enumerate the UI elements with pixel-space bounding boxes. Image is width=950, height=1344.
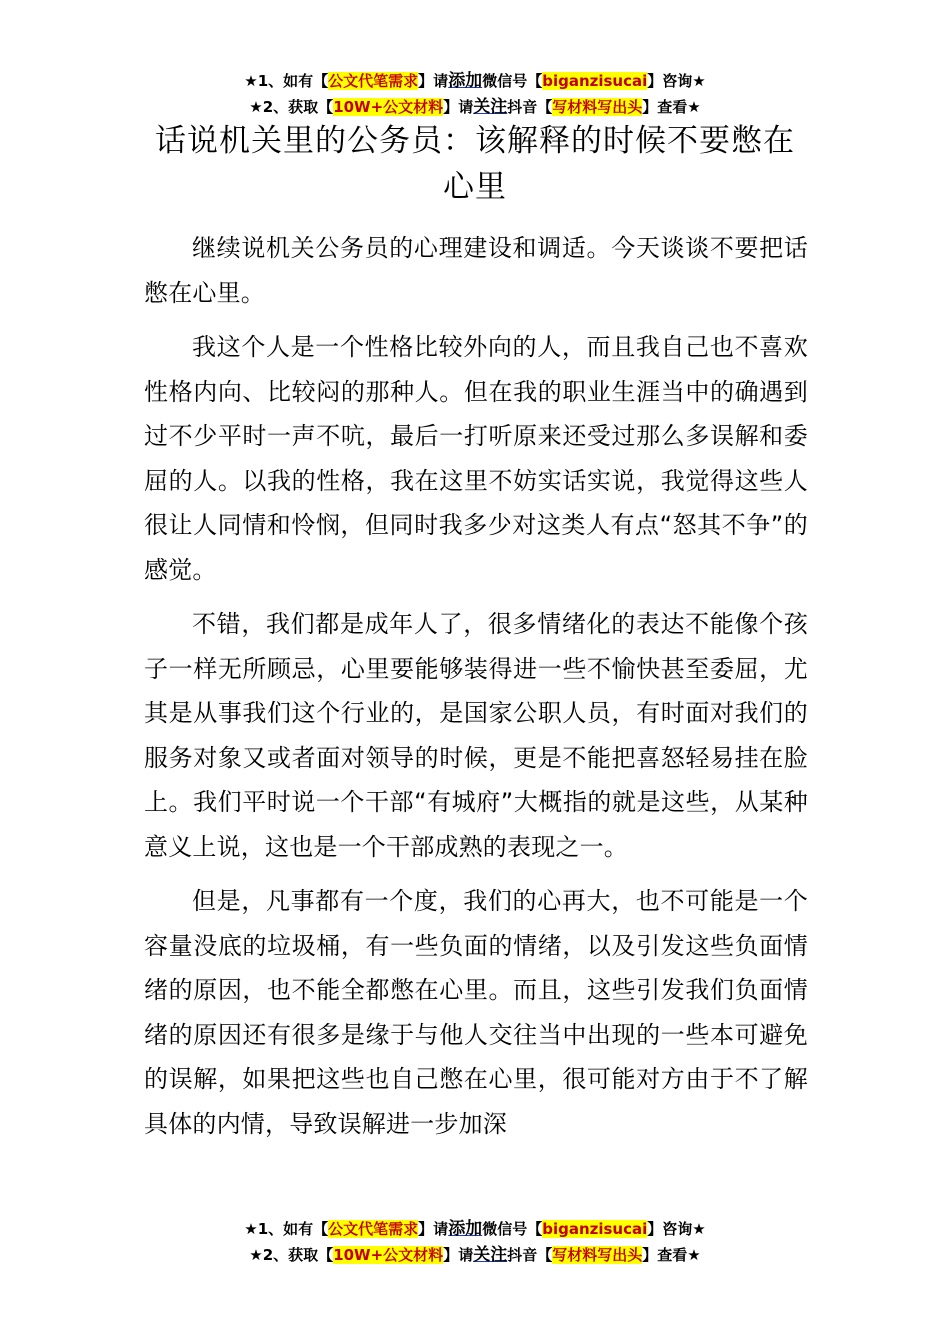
document-body [144, 226, 808, 1156]
banner-text: 微信号【 [482, 72, 543, 90]
footer-banner [0, 1216, 950, 1268]
highlight-wechat-id: biganzisucai [542, 72, 648, 90]
paragraph: 继续说机关公务员的心理建设和调适。今天谈谈不要把话憋在心里。 [144, 234, 808, 307]
banner-text: ★2、获取【 [249, 1246, 334, 1264]
banner-text: ★1、如有【 [244, 72, 329, 90]
banner-text: 】咨询★ [647, 1220, 706, 1238]
banner-text: 】请 [443, 1246, 474, 1264]
highlight-douyin-account: 写材料写出头 [552, 98, 643, 116]
banner-text: 】请 [418, 1220, 449, 1238]
highlight-wechat-id: biganzisucai [542, 1220, 648, 1238]
banner-text: 抖音【 [507, 1246, 553, 1264]
paragraph: 我这个人是一个性格比较外向的人，而且我自己也不喜欢性格内向、比较闷的那种人。但在我的职业生涯当中的确遇到过不少平时一声不吭，最后一打听原来还受过那么多误解和委屈的人。以我的性格，我在这里不妨实话实说，我觉得这些人很让人同情和怜悯，但同时我多少对这类人有点“怒其不争”的感觉。 [144, 333, 808, 584]
banner-line-1 [0, 68, 950, 94]
banner-text: 微信号【 [482, 1220, 543, 1238]
banner-line-2 [0, 1242, 950, 1268]
banner-line-2 [0, 94, 950, 120]
banner-text: 】请 [418, 72, 449, 90]
banner-text: ★2、获取【 [249, 98, 334, 116]
highlight-materials: 10W+公文材料 [333, 1246, 444, 1264]
banner-text: 】咨询★ [647, 72, 706, 90]
emphasis-follow: 关注 [473, 1245, 508, 1265]
emphasis-add: 添加 [448, 1219, 483, 1239]
highlight-service: 公文代笔需求 [328, 1220, 419, 1238]
highlight-materials: 10W+公文材料 [333, 98, 444, 116]
document-title: 话说机关里的公务员：该解释的时候不要憋在心里 [155, 123, 795, 205]
emphasis-add: 添加 [448, 71, 483, 91]
highlight-service: 公文代笔需求 [328, 72, 419, 90]
highlight-douyin-account: 写材料写出头 [552, 1246, 643, 1264]
header-banner [0, 68, 950, 120]
emphasis-follow: 关注 [473, 97, 508, 117]
banner-text: 】查看★ [642, 98, 701, 116]
banner-line-1 [0, 1216, 950, 1242]
banner-text: 抖音【 [507, 98, 553, 116]
paragraph: 但是，凡事都有一个度，我们的心再大，也不可能是一个容量没底的垃圾桶，有一些负面的情绪，以及引发这些负面情绪的原因，也不能全都憋在心里。而且，这些引发我们负面情绪的原因还有很多是缘于与他人交往当中出现的一些本可避免的误解，如果把这些也自己憋在心里，很可能对方由于不了解具体的内情，导致误解进一步加深 [144, 887, 808, 1138]
banner-text: 】请 [443, 98, 474, 116]
paragraph: 不错，我们都是成年人了，很多情绪化的表达不能像个孩子一样无所顾忌，心里要能够装得进一些不愉快甚至委屈，尤其是从事我们这个行业的，是国家公职人员，有时面对我们的服务对象又或者面对领导的时候，更是不能把喜怒轻易挂在脸上。我们平时说一个干部“有城府”大概指的就是这些，从某种意义上说，这也是一个干部成熟的表现之一。 [144, 610, 808, 861]
banner-text: ★1、如有【 [244, 1220, 329, 1238]
banner-text: 】查看★ [642, 1246, 701, 1264]
